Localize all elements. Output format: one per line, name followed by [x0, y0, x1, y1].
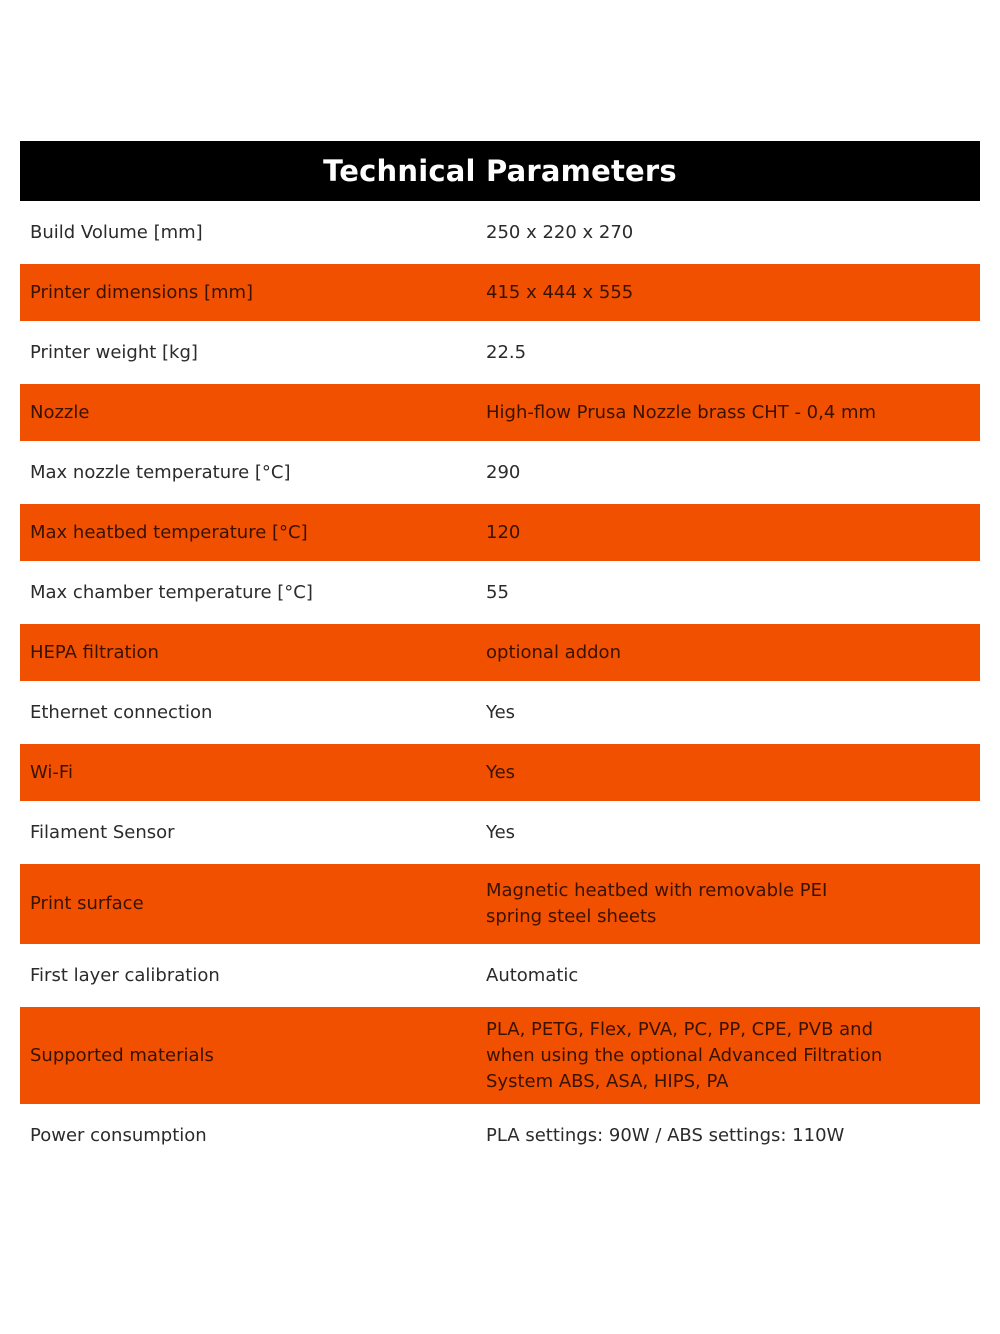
row-value: Automatic — [486, 964, 579, 986]
row-label: Max heatbed temperature [°C] — [30, 521, 308, 543]
row-label: Nozzle — [30, 401, 90, 423]
table-row — [20, 861, 980, 944]
table-row — [20, 321, 980, 381]
row-label: First layer calibration — [30, 964, 220, 986]
row-label: Build Volume [mm] — [30, 221, 203, 243]
row-label: Max nozzle temperature [°C] — [30, 461, 291, 483]
row-value: PLA settings: 90W / ABS settings: 110W — [486, 1124, 845, 1146]
row-label: Printer weight [kg] — [30, 341, 198, 363]
row-value: High-flow Prusa Nozzle brass CHT - 0,4 mm — [486, 401, 877, 423]
row-label: Power consumption — [30, 1124, 207, 1146]
table-row — [20, 741, 980, 801]
row-value: 290 — [486, 461, 521, 483]
table-row — [20, 501, 980, 561]
row-value: PLA, PETG, Flex, PVA, PC, PP, CPE, PVB and when using the optional Advanced Filtration System ABS, ASA, HIPS, PA — [486, 1018, 883, 1092]
table-row — [20, 441, 980, 501]
table-row — [20, 681, 980, 741]
table-row — [20, 561, 980, 621]
row-value: 250 x 220 x 270 — [486, 221, 634, 243]
row-label: Printer dimensions [mm] — [30, 281, 254, 303]
table-row — [20, 381, 980, 441]
row-label: Max chamber temperature [°C] — [30, 581, 313, 603]
row-label: Print surface — [30, 893, 144, 914]
table-row — [20, 1004, 980, 1104]
row-label: Ethernet connection — [30, 701, 213, 723]
row-label: HEPA filtration — [30, 641, 159, 663]
row-label: Filament Sensor — [30, 821, 175, 843]
row-value: optional addon — [486, 641, 621, 663]
table-row — [20, 261, 980, 321]
spec-table — [20, 141, 980, 1164]
row-label: Wi-Fi — [30, 761, 73, 783]
row-label: Supported materials — [30, 1044, 214, 1066]
row-value: Yes — [486, 761, 516, 783]
row-value: 22.5 — [486, 341, 527, 363]
row-value: 120 — [486, 521, 521, 543]
table-row — [20, 801, 980, 861]
row-value: 55 — [486, 581, 509, 603]
table-row — [20, 1104, 980, 1164]
row-value: 415 x 444 x 555 — [486, 281, 634, 303]
table-row — [20, 201, 980, 261]
table-row — [20, 944, 980, 1004]
table-row — [20, 621, 980, 681]
row-value: Yes — [486, 701, 516, 723]
row-value: Yes — [486, 821, 516, 843]
row-value: Magnetic heatbed with removable PEI spring steel sheets — [486, 880, 828, 927]
table-title: Technical Parameters — [20, 141, 980, 201]
